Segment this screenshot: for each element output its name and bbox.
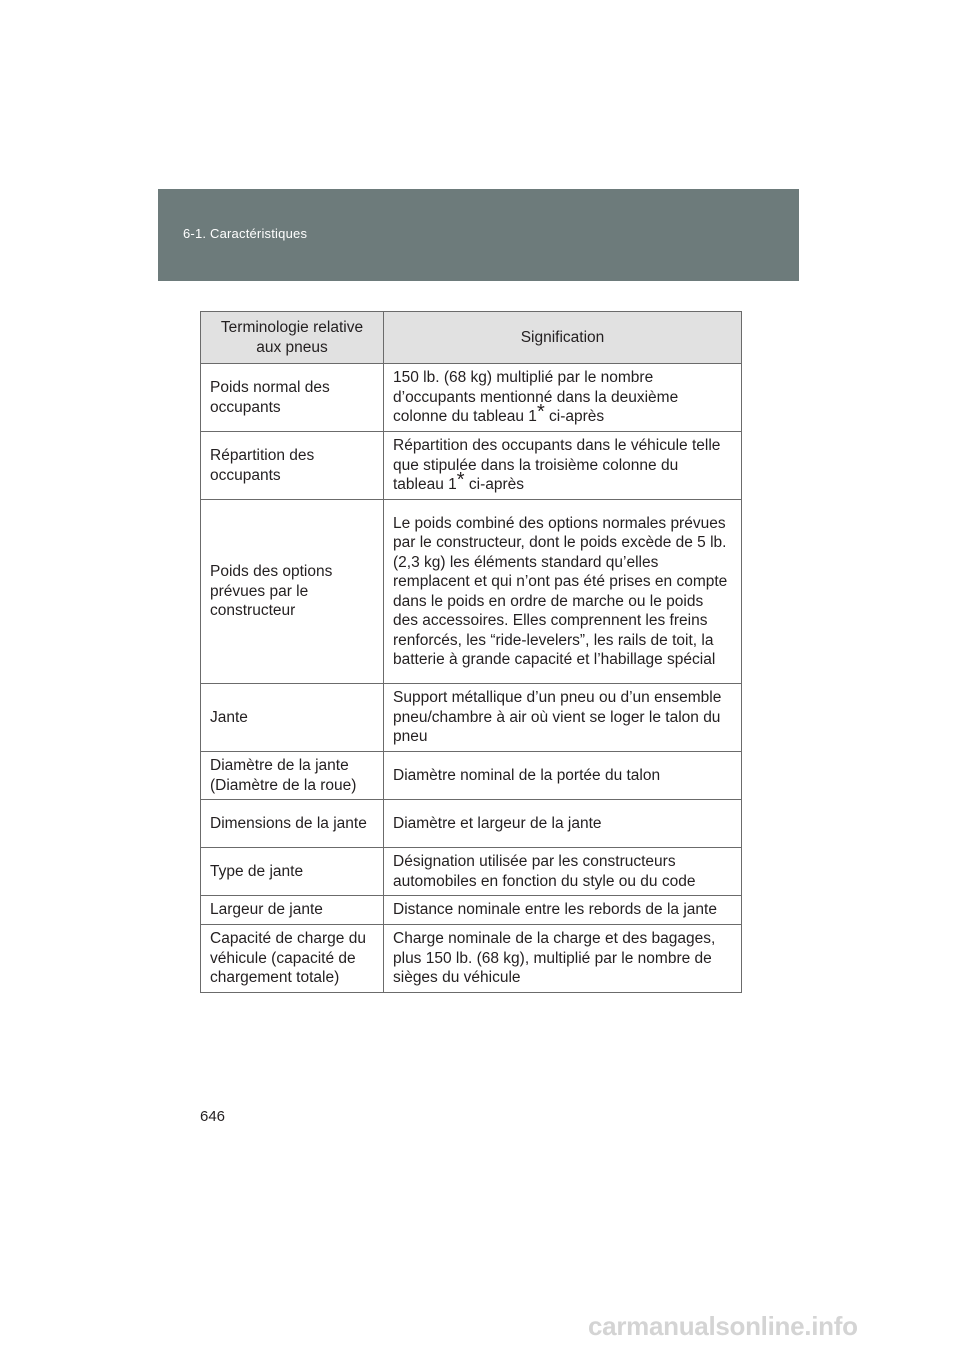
table-row [201,800,742,848]
meaning-cell: Distance nominale entre les rebords de la jante [384,896,742,925]
term-cell: Répartition des occupants [201,432,384,500]
tire-terminology-table [200,311,742,993]
term-cell: Poids normal des occupants [201,364,384,432]
table-row [201,500,742,684]
table-row [201,432,742,500]
term-cell: Dimensions de la jante [201,800,384,848]
meaning-text: 150 lb. (68 kg) multiplié par le nombre d’occupants mentionné dans la deuxième colonne du tableau 1 [393,369,679,426]
section-header-band [158,189,799,281]
table-row [201,684,742,752]
meaning-cell: Charge nominale de la charge et des bagages, plus 150 lb. (68 kg), multiplié par le nombre de sièges du véhicule [384,925,742,993]
table-header-row [201,312,742,364]
meaning-text-suffix: ci-après [464,476,525,494]
term-cell: Diamètre de la jante (Diamètre de la roue) [201,752,384,800]
table-row [201,896,742,925]
column-header-signification: Signification [384,312,742,364]
column-header-terminology: Terminologie relative aux pneus [201,312,384,364]
meaning-cell [384,364,742,432]
term-cell: Type de jante [201,848,384,896]
term-cell: Capacité de charge du véhicule (capacité de chargement totale) [201,925,384,993]
watermark: carmanualsonline.info [588,1311,858,1341]
meaning-cell: Désignation utilisée par les constructeurs automobiles en fonction du style ou du code [384,848,742,896]
table-row [201,752,742,800]
meaning-text-suffix: ci-après [544,408,605,426]
footnote-star: * [536,401,545,424]
page-number: 646 [200,1108,226,1125]
table-row [201,925,742,993]
meaning-cell: Le poids combiné des options normales prévues par le constructeur, dont le poids excède de 5 lb. (2,3 kg) les éléments standard qu’elles remplacent et qui n’ont pas été prises en compte dans le poids en ordre de marche ou le poids des accessoires. Elles comprennent les freins renforcés, les “ride-levelers”, les rails de toit, la batterie à grande capacité et l’habillage spécial [384,500,742,684]
meaning-cell [384,432,742,500]
meaning-cell: Diamètre et largeur de la jante [384,800,742,848]
section-title: 6-1. Caractéristiques [183,226,308,241]
term-cell: Poids des options prévues par le constructeur [201,500,384,684]
footnote-star: * [456,469,465,492]
term-cell: Jante [201,684,384,752]
meaning-text: Répartition des occupants dans le véhicule telle que stipulée dans la troisième colonne du tableau 1 [393,437,721,494]
meaning-cell: Diamètre nominal de la portée du talon [384,752,742,800]
meaning-cell: Support métallique d’un pneu ou d’un ensemble pneu/chambre à air où vient se loger le talon du pneu [384,684,742,752]
table-row [201,848,742,896]
table-row [201,364,742,432]
term-cell: Largeur de jante [201,896,384,925]
